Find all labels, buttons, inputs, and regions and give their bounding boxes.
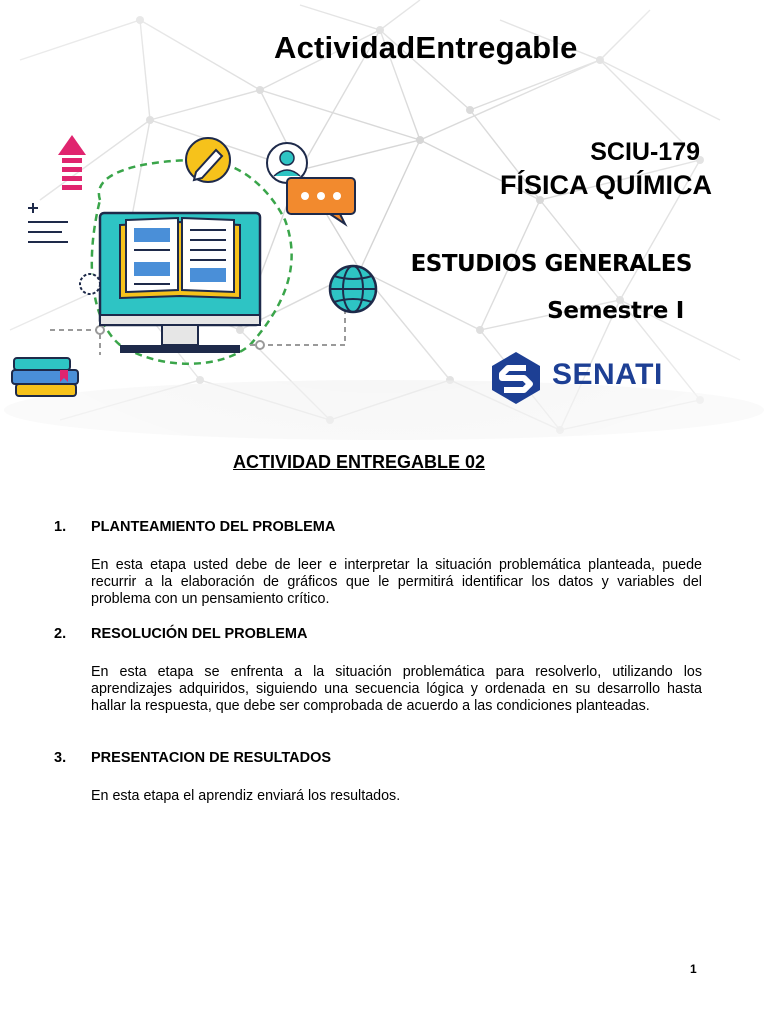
globe-icon — [330, 266, 376, 312]
section-title — [54, 519, 702, 539]
section-presentacion — [54, 750, 702, 805]
section-label: PLANTEAMIENTO DEL PROBLEMA — [91, 519, 336, 535]
section-text: En esta etapa usted debe de leer e interpretar la situación problemática planteada, puede recurrir a la elaboración de gráficos que le permitirá identificar los datos y variables del problema con un pensamiento crítico. — [91, 557, 702, 607]
section-number: 3. — [54, 750, 67, 766]
section-title — [54, 750, 702, 770]
course-code: SCIU-179 — [590, 138, 700, 166]
section-planteamiento — [54, 519, 702, 608]
department-name: ESTUDIOS GENERALES — [410, 251, 692, 277]
pencil-icon — [186, 138, 230, 182]
senati-logo — [488, 350, 678, 406]
semester-label: Semestre I — [547, 298, 684, 324]
section-number: 2. — [54, 626, 67, 642]
activity-heading: ACTIVIDAD ENTREGABLE 02 — [232, 452, 486, 472]
section-title — [54, 626, 702, 646]
senati-logo-text: SENATI — [552, 358, 663, 391]
section-text: En esta etapa el aprendiz enviará los resultados. — [91, 788, 401, 804]
page-number: 1 — [690, 962, 697, 976]
section-label: RESOLUCIÓN DEL PROBLEMA — [91, 626, 308, 642]
section-text: En esta etapa se enfrenta a la situación problemática para resolverlo, utilizando los aprendizajes adquiridos, siguiendo una secuencia lógica y ordenada en su desarrollo hasta hallar la respuesta, que debe ser comprobada de acuerdo a las condiciones planteadas. — [91, 664, 702, 714]
gear-icon — [80, 274, 100, 294]
books-icon — [12, 358, 78, 396]
section-resolucion — [54, 626, 702, 715]
document-title: ActividadEntregable — [274, 30, 578, 65]
section-label: PRESENTACION DE RESULTADOS — [91, 750, 332, 766]
course-name: FÍSICA QUÍMICA — [500, 170, 712, 200]
section-number: 1. — [54, 519, 67, 535]
senati-logo-icon — [488, 350, 544, 406]
